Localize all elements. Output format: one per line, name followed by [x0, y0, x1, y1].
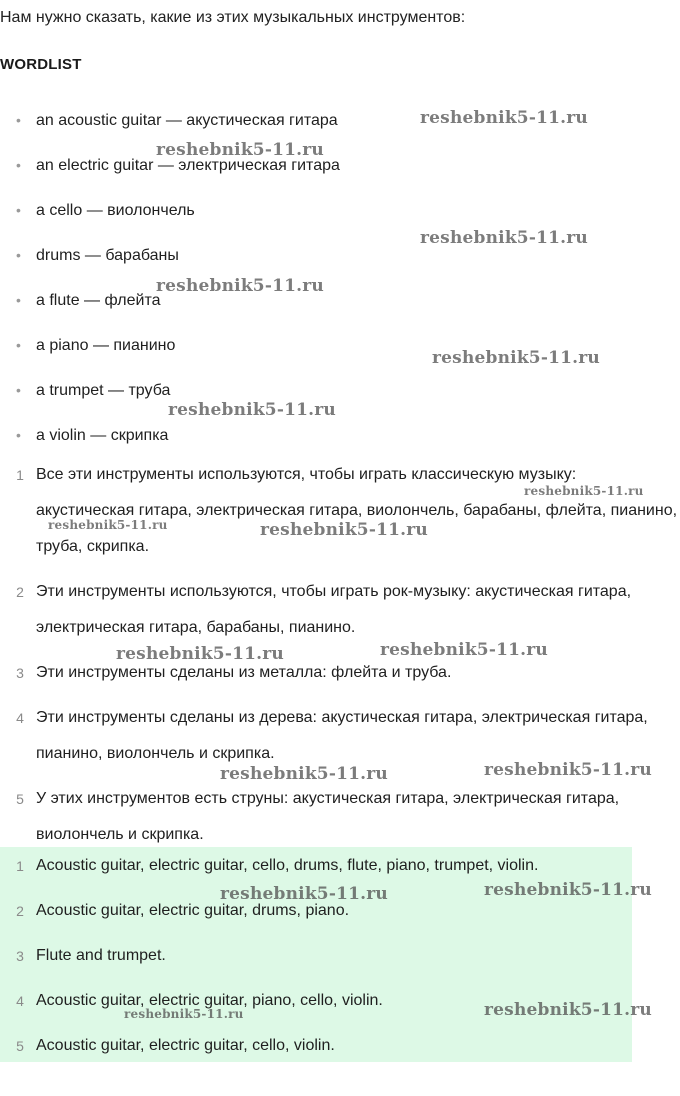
- watermark: reshebnik5-11.ru: [432, 348, 600, 368]
- question-number: 3: [16, 665, 24, 681]
- watermark: reshebnik5-11.ru: [220, 884, 388, 904]
- question-item: [0, 781, 680, 853]
- answer-number: 1: [16, 858, 24, 874]
- answer-item: [0, 937, 632, 982]
- bullet-icon: •: [16, 337, 21, 353]
- watermark: reshebnik5-11.ru: [484, 760, 652, 780]
- watermark: reshebnik5-11.ru: [524, 484, 644, 498]
- question-item: [0, 457, 680, 565]
- question-number: 2: [16, 584, 24, 600]
- wordlist-item-text: a flute — флейта: [36, 292, 161, 309]
- wordlist-item-text: a piano — пианино: [36, 337, 176, 354]
- question-text: Эти инструменты сделаны из дерева: акустическая гитара, электрическая гитара, пианино, виолончель и скрипка.: [36, 709, 648, 762]
- watermark: reshebnik5-11.ru: [168, 400, 336, 420]
- question-text: У этих инструментов есть струны: акустическая гитара, электрическая гитара, виолончель и скрипка.: [36, 790, 620, 843]
- bullet-icon: •: [16, 382, 21, 398]
- question-item: [0, 655, 680, 691]
- watermark: reshebnik5-11.ru: [260, 520, 428, 540]
- watermark: reshebnik5-11.ru: [156, 276, 324, 296]
- watermark: reshebnik5-11.ru: [420, 228, 588, 248]
- wordlist-item-text: an electric guitar — электрическая гитара: [36, 157, 340, 174]
- answer-number: 2: [16, 903, 24, 919]
- watermark: reshebnik5-11.ru: [220, 764, 388, 784]
- wordlist-item-text: an acoustic guitar — акустическая гитара: [36, 112, 338, 129]
- wordlist-heading: WORDLIST: [0, 56, 82, 73]
- bullet-icon: •: [16, 202, 21, 218]
- watermark: reshebnik5-11.ru: [124, 1007, 244, 1021]
- wordlist-item-text: drums — барабаны: [36, 247, 179, 264]
- answer-text: Acoustic guitar, electric guitar, piano, cello, violin.: [36, 992, 383, 1009]
- answer-number: 4: [16, 993, 24, 1009]
- question-item: [0, 574, 680, 646]
- wordlist-item-text: a violin — скрипка: [36, 427, 169, 444]
- question-text: Эти инструменты используются, чтобы играть рок-музыку: акустическая гитара, электрическая гитара, барабаны, пианино.: [36, 583, 632, 636]
- bullet-icon: •: [16, 112, 21, 128]
- watermark: reshebnik5-11.ru: [116, 644, 284, 664]
- wordlist-item: [0, 98, 340, 143]
- question-number: 1: [16, 467, 24, 483]
- question-text: Все эти инструменты используются, чтобы играть классическую музыку: акустическая гитара, электрическая гитара, виолончель, барабаны, флейта, пианино, труба, скрипка.: [36, 466, 678, 555]
- wordlist-item: [0, 188, 340, 233]
- watermark: reshebnik5-11.ru: [48, 518, 168, 532]
- answer-text: Acoustic guitar, electric guitar, cello, drums, flute, piano, trumpet, violin.: [36, 857, 539, 874]
- wordlist-item-text: a cello — виолончель: [36, 202, 195, 219]
- answer-number: 3: [16, 948, 24, 964]
- watermark: reshebnik5-11.ru: [380, 640, 548, 660]
- answer-item: [0, 1027, 632, 1072]
- answer-number: 5: [16, 1038, 24, 1054]
- answer-text: Acoustic guitar, electric guitar, cello, violin.: [36, 1037, 335, 1054]
- bullet-icon: •: [16, 157, 21, 173]
- question-number: 4: [16, 710, 24, 726]
- question-number: 5: [16, 791, 24, 807]
- bullet-icon: •: [16, 292, 21, 308]
- answer-text: Flute and trumpet.: [36, 947, 166, 964]
- wordlist-item: [0, 233, 340, 278]
- wordlist-item: [0, 323, 340, 368]
- intro-text: Нам нужно сказать, какие из этих музыкальных инструментов:: [0, 9, 466, 26]
- watermark: reshebnik5-11.ru: [420, 108, 588, 128]
- watermark: reshebnik5-11.ru: [484, 880, 652, 900]
- wordlist-item-text: a trumpet — труба: [36, 382, 171, 399]
- question-text: Эти инструменты сделаны из металла: флейта и труба.: [36, 664, 452, 681]
- watermark: reshebnik5-11.ru: [156, 140, 324, 160]
- bullet-icon: •: [16, 247, 21, 263]
- answer-text: Acoustic guitar, electric guitar, drums, piano.: [36, 902, 350, 919]
- watermark: reshebnik5-11.ru: [484, 1000, 652, 1020]
- bullet-icon: •: [16, 427, 21, 443]
